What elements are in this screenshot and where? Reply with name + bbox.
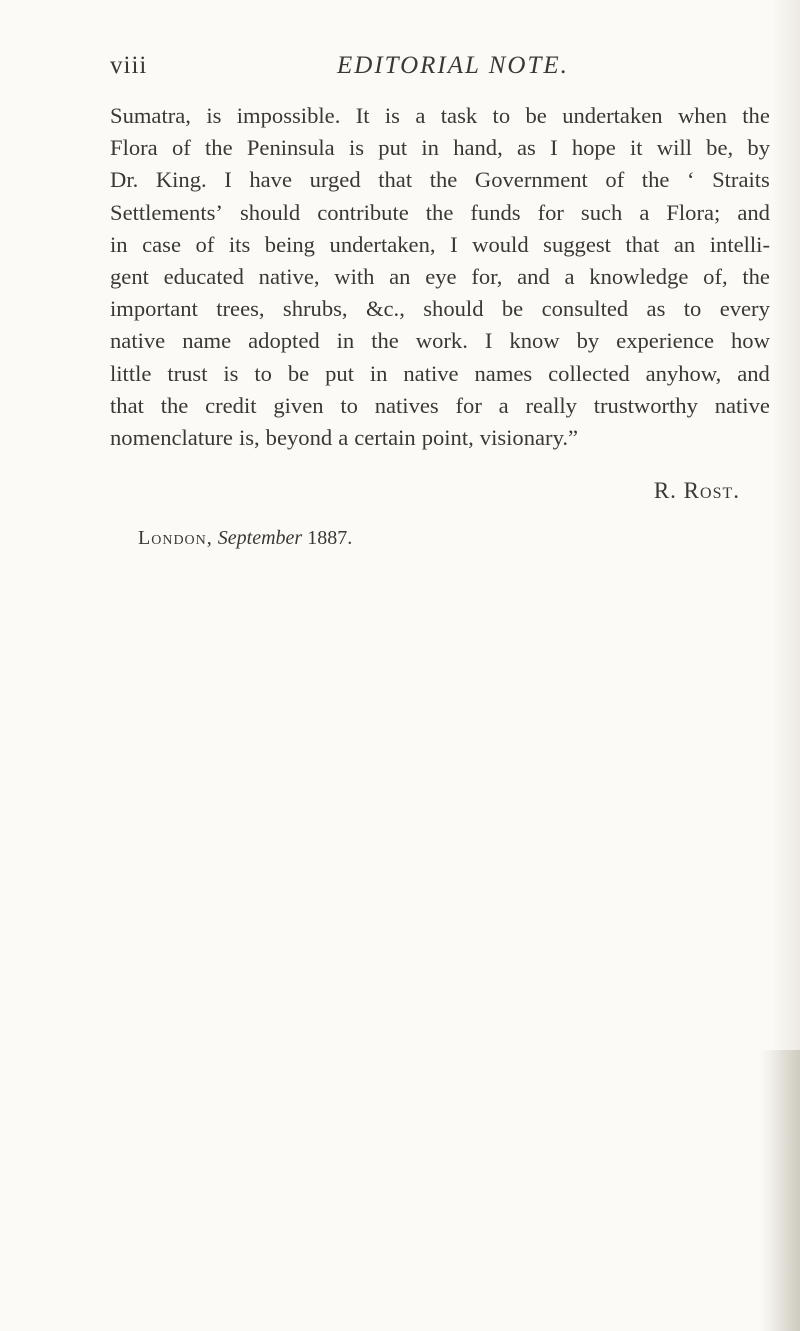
text-line: that the credit given to natives for a really trustworthy native [110,392,770,418]
text-line: little trust is to be put in native names collected anyhow, and [110,360,770,386]
dateline [138,527,352,550]
text-line: Flora of the Peninsula is put in hand, as I hope it will be, by [110,135,770,161]
body-text [110,103,770,457]
text-line: Dr. King. I have urged that the Government of the ‘ Straits [110,167,770,193]
page-number: viii [110,52,148,79]
dateline-place: London, [138,527,213,549]
dateline-year: 1887. [307,527,353,549]
signature-initial: R. [653,478,677,503]
scan-edge-shadow-bottom [760,1050,800,1331]
text-line: Settlements’ should contribute the funds for such a Flora; and [110,199,770,225]
dateline-month: September [217,527,303,549]
text-line: important trees, shrubs, &c., should be consulted as to every [110,296,770,322]
text-line: nomenclature is, beyond a certain point, visionary.” [110,424,579,450]
text-line: native name adopted in the work. I know by experience how [110,328,770,354]
text-line: in case of its being undertaken, I would suggest that an intelli- [110,231,770,257]
running-head: EDITORIAL NOTE. [337,52,569,79]
text-line: gent educated native, with an eye for, and a knowledge of, the [110,263,770,289]
text-line: Sumatra, is impossible. It is a task to be undertaken when the [110,103,770,128]
signature-surname: Rost. [683,478,740,503]
signature [654,478,740,504]
